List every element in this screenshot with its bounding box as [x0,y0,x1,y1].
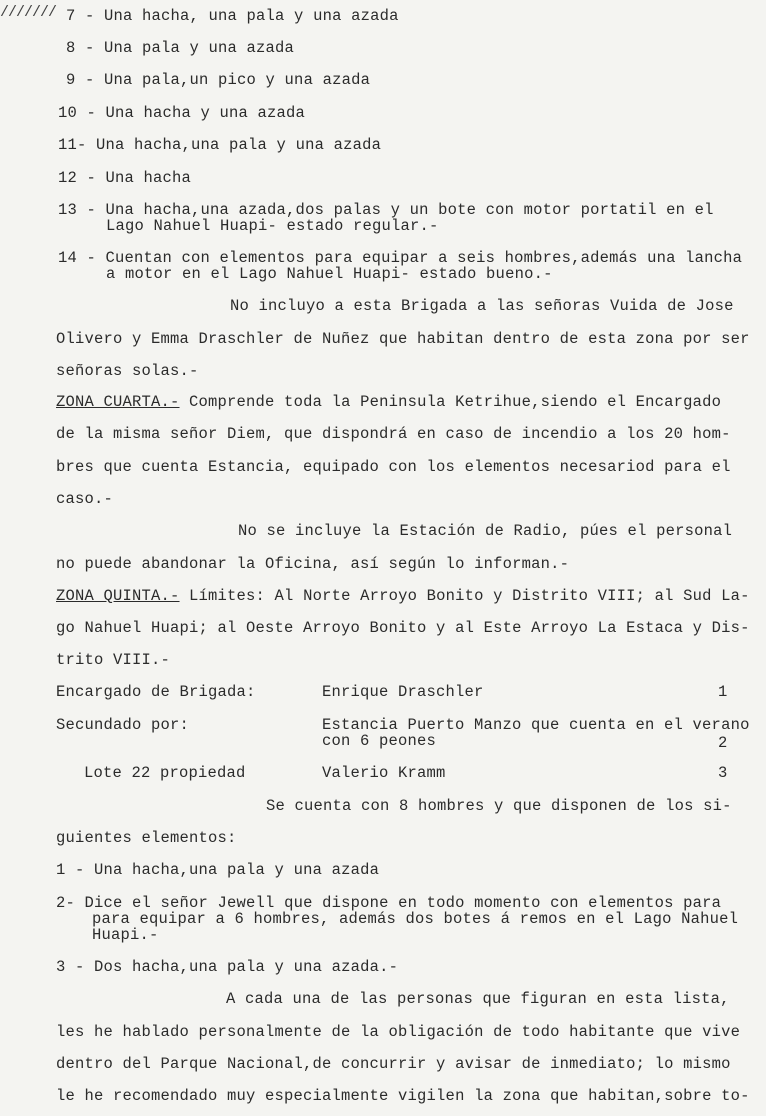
list-item: 12 - Una hacha [58,169,192,187]
brigada-label: Lote 22 propiedad [84,764,246,782]
paragraph-line: de la misma señor Diem, que dispondrá en caso de incendio a los 20 hom- [56,425,731,443]
list-item: 10 - Una hacha y una azada [58,104,306,122]
brigada-count: 2 [718,734,728,752]
brigada-count: 3 [718,764,728,782]
paragraph-line: Olivero y Emma Draschler de Nuñez que habitan dentro de esta zona por ser [56,330,750,348]
paragraph-line: go Nahuel Huapi; al Oeste Arroyo Bonito y al Este Arroyo La Estaca y Dis- [56,619,750,637]
paragraph-line: No incluyo a esta Brigada a las señoras Vuida de Jose [230,297,734,315]
margin-tick-marks: /////// [0,4,57,21]
paragraph-line: le he recomendado muy especialmente vigilen la zona que habitan,sobre to- [56,1087,750,1105]
list-item: 14 - Cuentan con elementos para equipar a seis hombres,además una lancha [58,249,743,267]
paragraph-line: trito VIII.- [56,651,171,669]
list-item: 8 - Una pala y una azada [66,39,295,57]
list-item-continuation: Lago Nahuel Huapi- estado regular.- [106,217,439,235]
list-item: 3 - Dos hacha,una pala y una azada.- [56,958,399,976]
paragraph-line: A cada una de las personas que figuran en esta lista, [226,990,730,1008]
paragraph-line: No se incluye la Estación de Radio, púes el personal [238,522,733,540]
paragraph-line: les he hablado personalmente de la obligación de todo habitante que vive [56,1023,741,1041]
brigada-label: Secundado por: [56,716,190,734]
brigada-name: Estancia Puerto Manzo que cuenta en el verano [322,716,750,734]
paragraph-line: dentro del Parque Nacional,de concurrir y avisar de inmediato; lo mismo [56,1055,731,1073]
list-item-continuation: a motor en el Lago Nahuel Huapi- estado bueno.- [106,265,553,283]
paragraph-line: caso.- [56,490,114,508]
paragraph-line: Se cuenta con 8 hombres y que disponen de los si- [266,797,732,815]
list-item: 11- Una hacha,una pala y una azada [58,136,382,154]
list-item: 1 - Una hacha,una pala y una azada [56,861,380,879]
zona-cuarta-heading: ZONA CUARTA.- [56,393,180,411]
list-item: 13 - Una hacha,una azada,dos palas y un bote con motor portatil en el [58,201,714,219]
list-item: 2- Dice el señor Jewell que dispone en todo momento con elementos para [56,894,722,912]
list-item: 9 - Una pala,un pico y una azada [66,71,371,89]
list-item-continuation: Huapi.- [92,926,159,944]
paragraph-line: señoras solas.- [56,362,199,380]
brigada-name: Enrique Draschler [322,683,484,701]
brigada-count: 1 [718,683,728,701]
brigada-name: Valerio Kramm [322,764,446,782]
zona-quinta-heading: ZONA QUINTA.- [56,587,180,605]
paragraph-line: no puede abandonar la Oficina, así según lo informan.- [56,555,570,573]
list-item: 7 - Una hacha, una pala y una azada [66,7,399,25]
list-item-continuation: para equipar a 6 hombres, además dos botes á remos en el Lago Nahuel [92,910,739,928]
paragraph-line: guientes elementos: [56,829,237,847]
zona-quinta-line: ZONA QUINTA.- Límites: Al Norte Arroyo Bonito y Distrito VIII; al Sud La- [56,587,750,605]
zona-cuarta-line: ZONA CUARTA.- Comprende toda la Peninsula Ketrihue,siendo el Encargado [56,393,722,411]
brigada-name-continuation: con 6 peones [322,732,437,750]
paragraph-line: bres que cuenta Estancia, equipado con los elementos necesariod para el [56,458,731,476]
brigada-label: Encargado de Brigada: [56,683,256,701]
